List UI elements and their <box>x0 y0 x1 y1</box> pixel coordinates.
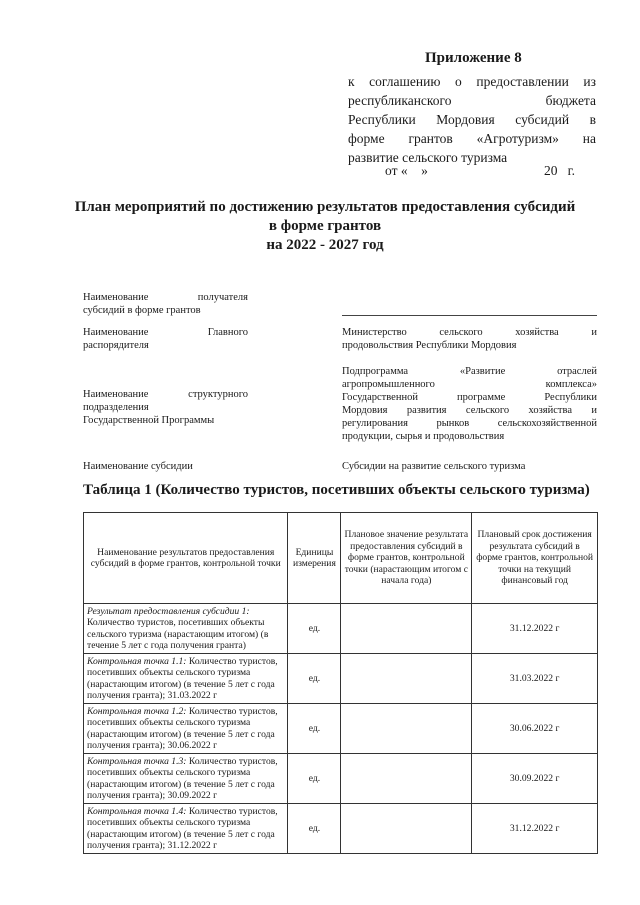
field-value-line: Субсидии на развитие сельского туризма <box>342 461 526 472</box>
plan-title-line: План мероприятий по достижению результатов предоставления субсидий <box>74 199 576 215</box>
appendix-title: Приложение 8 <box>425 50 522 66</box>
row-prefix: Результат предоставления субсидии 1: <box>87 605 250 617</box>
row-value <box>341 604 472 654</box>
field-label-recipient <box>83 291 248 317</box>
row-date: 31.12.2022 г <box>472 804 598 854</box>
row-text: Количество туристов, посетивших объекты сельского туризма (нарастающим итогом) (в течение 5 лет с года получения гранта); 31.12.2022 г <box>87 805 278 851</box>
row-text: Количество туристов, посетивших объекты сельского туризма (нарастающим итогом) (в течение 5 лет с года получения гранта) <box>87 617 269 651</box>
row-name <box>84 754 288 804</box>
row-unit: ед. <box>288 704 341 754</box>
plan-title <box>60 198 590 255</box>
field-label-line: субсидий в форме грантов <box>83 305 201 316</box>
plan-title-line: в форме грантов <box>268 218 382 234</box>
field-label-structural-subdivision <box>83 388 248 427</box>
table-row <box>84 654 598 704</box>
field-label-line: Наименование Главного <box>83 327 248 338</box>
date-from: от « <box>385 163 408 178</box>
field-value-line: Мордовия развития сельского хозяйства и <box>342 405 597 416</box>
table-row <box>84 704 598 754</box>
appendix-line: форме грантов «Агротуризм» на <box>348 131 596 146</box>
header-result-name: Наименование результатов предоставления субсидий в форме грантов, контрольной точки <box>84 513 288 604</box>
plan-title-line: на 2022 - 2027 год <box>266 237 384 253</box>
header-planned-date: Плановый срок достижения результата субсидий в форме грантов, контрольной точки на текущий финансовый год <box>472 513 598 604</box>
row-name <box>84 704 288 754</box>
row-text: Количество туристов, посетивших объекты сельского туризма (нарастающим итогом) (в течение 5 лет с года получения гранта); 30.06.2022 г <box>87 705 278 751</box>
field-value-line: продукции, сырья и продовольствия <box>342 431 505 442</box>
header-unit: Единицы измерения <box>288 513 341 604</box>
field-label-main-administrator <box>83 326 248 352</box>
field-value-line: регулирования рынков сельскохозяйственной <box>342 418 597 429</box>
row-name <box>84 604 288 654</box>
field-value-subsidy-name <box>342 460 597 473</box>
row-value <box>341 704 472 754</box>
results-table <box>83 512 598 854</box>
row-unit: ед. <box>288 754 341 804</box>
field-value-line: агропромышленного комплекса» <box>342 379 597 390</box>
row-name <box>84 654 288 704</box>
field-value-main-administrator <box>342 326 597 352</box>
appendix-line: к соглашению о предоставлении из <box>348 74 596 89</box>
date-quote: » <box>421 163 428 178</box>
table-title: Таблица 1 (Количество туристов, посетивших объекты сельского туризма) <box>83 482 590 498</box>
row-unit: ед. <box>288 654 341 704</box>
field-label-line: Наименование субсидии <box>83 461 193 472</box>
appendix-line: Республики Мордовия субсидий в <box>348 112 596 127</box>
row-date: 30.09.2022 г <box>472 754 598 804</box>
row-value <box>341 754 472 804</box>
table-header-row <box>84 513 598 604</box>
header-planned-value: Плановое значение результата предоставления субсидий в форме грантов, контрольной точки (нарастающим итогом с начала года) <box>341 513 472 604</box>
table-row <box>84 804 598 854</box>
field-value-line: продовольствия Республики Мордовия <box>342 340 517 351</box>
row-prefix: Контрольная точка 1.2: <box>87 705 187 717</box>
field-value-line: Подпрограмма «Развитие отраслей <box>342 366 597 377</box>
row-unit: ед. <box>288 804 341 854</box>
date-year: 20 <box>543 163 558 178</box>
field-label-line: Наименование структурного <box>83 389 248 400</box>
row-text: Количество туристов, посетивших объекты сельского туризма (нарастающим итогом) (в течение 5 лет с года получения гранта); 31.03.2022 г <box>87 655 278 701</box>
date-suffix: г. <box>567 163 575 178</box>
appendix-line: республиканского бюджета <box>348 93 596 108</box>
table-row <box>84 604 598 654</box>
field-value-structural-subdivision <box>342 365 597 443</box>
row-value <box>341 804 472 854</box>
field-label-line: Наименование получателя <box>83 292 248 303</box>
row-date: 30.06.2022 г <box>472 704 598 754</box>
row-text: Количество туристов, посетивших объекты сельского туризма (нарастающим итогом) (в течение 5 лет с года получения гранта); 30.09.2022 г <box>87 755 278 801</box>
row-prefix: Контрольная точка 1.3: <box>87 755 187 767</box>
row-date: 31.03.2022 г <box>472 654 598 704</box>
appendix-line: развитие сельского туризма <box>348 150 508 165</box>
row-value <box>341 654 472 704</box>
field-label-line: распорядителя <box>83 340 149 351</box>
appendix-description <box>348 72 596 167</box>
field-value-line: Министерство сельского хозяйства и <box>342 327 597 338</box>
agreement-date-line <box>385 163 575 179</box>
row-prefix: Контрольная точка 1.4: <box>87 805 187 817</box>
recipient-blank-line <box>342 315 597 316</box>
row-date: 31.12.2022 г <box>472 604 598 654</box>
field-value-line: Государственной программе Республики <box>342 392 597 403</box>
field-label-line: Государственной Программы <box>83 415 215 426</box>
row-unit: ед. <box>288 604 341 654</box>
field-label-line: подразделения <box>83 402 149 413</box>
table-row <box>84 754 598 804</box>
row-prefix: Контрольная точка 1.1: <box>87 655 187 667</box>
field-label-subsidy-name <box>83 460 248 473</box>
row-name <box>84 804 288 854</box>
